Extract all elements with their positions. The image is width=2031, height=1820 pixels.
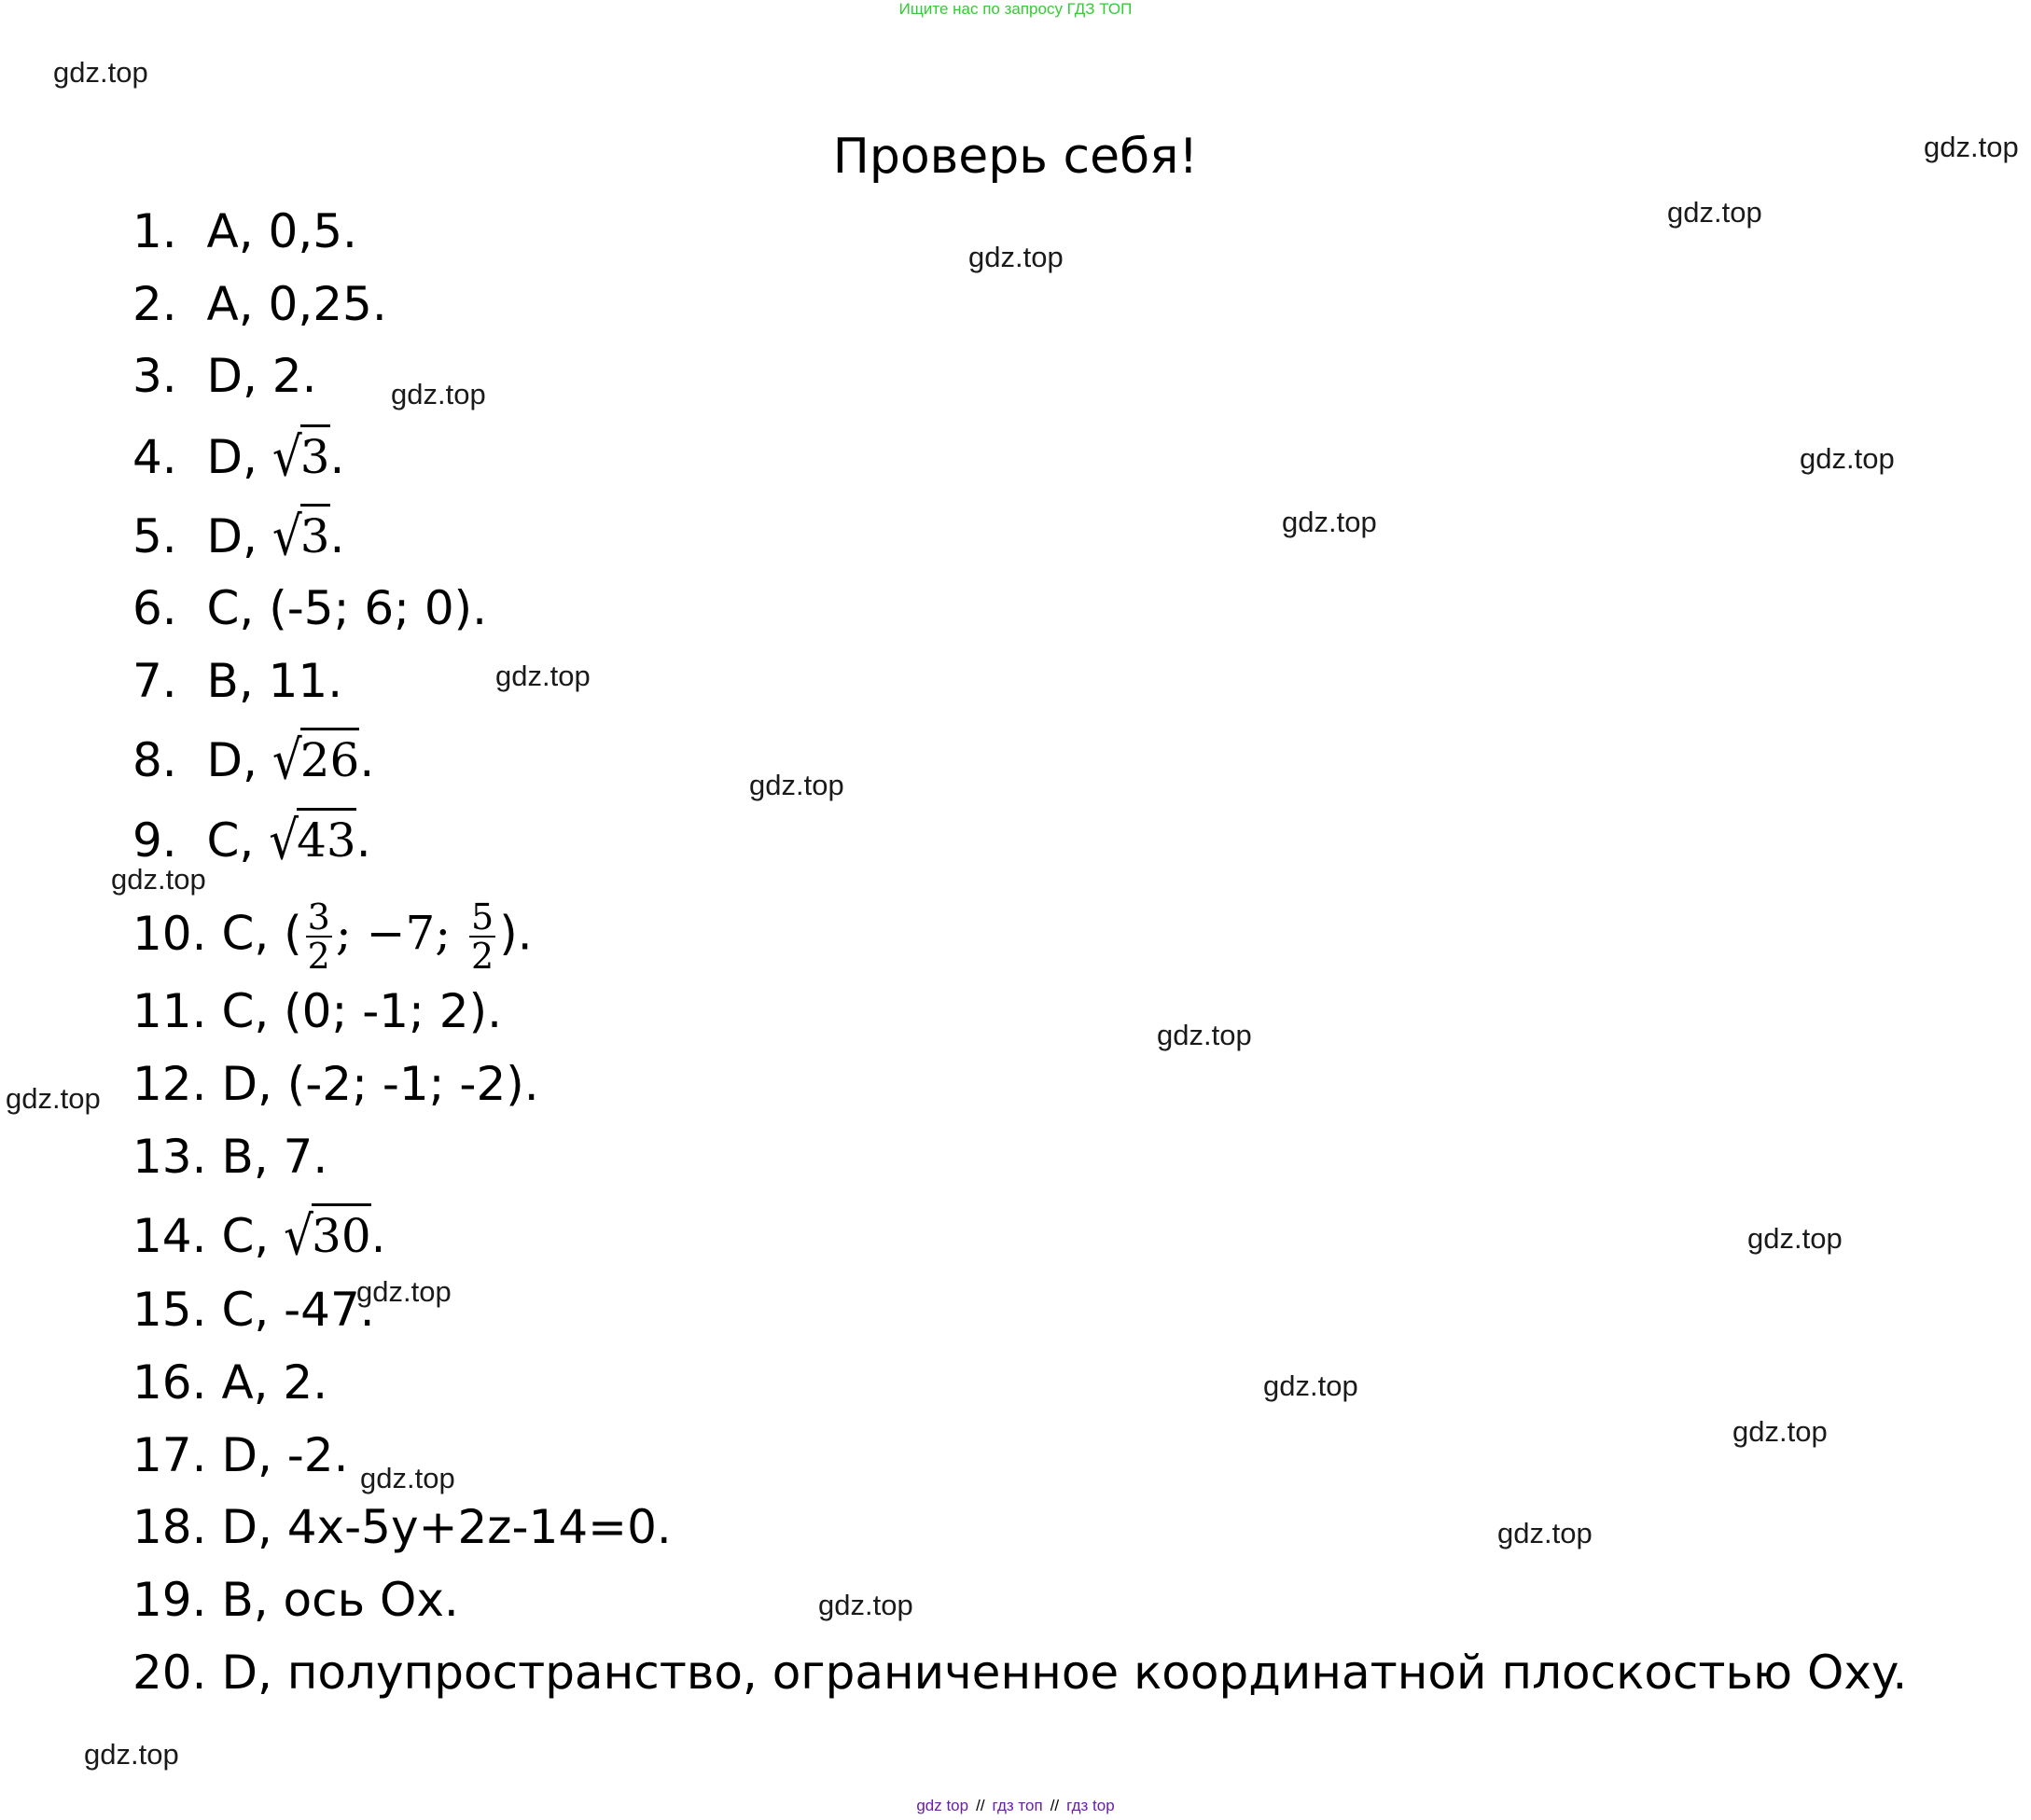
radicand: 3 [300, 424, 330, 485]
answer-text: A, 2. [221, 1355, 328, 1410]
answer-number: 19. [132, 1573, 207, 1627]
answer-item-10 [132, 898, 533, 975]
answer-text: D, -2. [221, 1428, 349, 1482]
answer-item-2 [132, 276, 387, 332]
top-banner: Ищите нас по запросу ГДЗ ТОП [898, 0, 1133, 18]
answer-text: D, полупространство, ограниченное координатной плоскостью Oxy. [221, 1646, 1908, 1700]
radicand: 3 [300, 504, 330, 564]
answer-item-5 [132, 504, 345, 568]
answer-prefix: C, [206, 813, 270, 868]
answer-text: B, ось Ox. [221, 1573, 459, 1627]
watermark: gdz.top [495, 660, 591, 692]
answer-number: 4. [132, 430, 177, 484]
square-root: √30 [284, 1204, 371, 1268]
answer-number: 14. [132, 1209, 207, 1263]
watermark: gdz.top [6, 1082, 101, 1115]
answer-item-6 [132, 580, 487, 636]
answer-item-3 [132, 348, 317, 404]
watermark: gdz.top [1263, 1369, 1358, 1402]
answer-prefix: D, [206, 430, 272, 484]
answer-number: 9. [132, 813, 177, 868]
watermark: gdz.top [53, 56, 148, 89]
radicand: 43 [297, 808, 356, 868]
answer-item-11 [132, 983, 502, 1039]
answer-item-9 [132, 808, 371, 872]
answer-number: 7. [132, 654, 177, 708]
answer-suffix: . [370, 1209, 386, 1263]
answer-item-13 [132, 1129, 327, 1185]
watermark: gdz.top [1497, 1517, 1593, 1549]
denominator: 2 [307, 936, 330, 977]
answer-item-8 [132, 728, 375, 792]
answer-suffix: . [329, 509, 345, 563]
answer-text: A, 0,5. [206, 204, 357, 258]
numerator: 3 [307, 896, 330, 938]
watermark: gdz.top [1747, 1222, 1843, 1255]
bottom-banner-link[interactable]: гдз top [1066, 1797, 1115, 1814]
numerator: 5 [471, 896, 494, 938]
answer-item-20 [132, 1645, 1907, 1701]
watermark: gdz.top [1800, 442, 1895, 475]
answer-item-19 [132, 1572, 459, 1628]
answer-number: 12. [132, 1057, 207, 1111]
watermark: gdz.top [1282, 506, 1377, 538]
answer-number: 3. [132, 349, 177, 403]
answer-item-15 [132, 1282, 375, 1338]
answer-suffix: . [355, 813, 371, 868]
square-root: √3 [271, 505, 330, 568]
square-root: √3 [271, 425, 330, 489]
answer-number: 13. [132, 1130, 207, 1184]
answer-number: 6. [132, 581, 177, 635]
watermark: gdz.top [360, 1462, 455, 1494]
square-root: √26 [271, 729, 360, 792]
watermark: gdz.top [356, 1275, 452, 1308]
answer-number: 16. [132, 1355, 207, 1410]
answer-number: 2. [132, 277, 177, 331]
watermark: gdz.top [391, 378, 486, 410]
answer-item-14 [132, 1203, 386, 1268]
radicand: 30 [312, 1203, 371, 1264]
watermark: gdz.top [1157, 1019, 1252, 1051]
answer-middle: ; −7; [335, 906, 452, 961]
fraction [469, 898, 495, 975]
answer-number: 1. [132, 204, 177, 258]
answer-number: 11. [132, 984, 207, 1038]
watermark: gdz.top [1924, 131, 2019, 163]
answer-text: B, 11. [206, 654, 343, 708]
answer-item-12 [132, 1056, 539, 1112]
answer-prefix: D, [206, 733, 272, 787]
fraction [306, 898, 332, 975]
radicand: 26 [300, 728, 360, 788]
watermark: gdz.top [1732, 1415, 1828, 1448]
answer-suffix: . [359, 733, 375, 787]
bottom-banner [0, 1797, 2031, 1815]
watermark: gdz.top [84, 1738, 179, 1771]
answer-number: 8. [132, 733, 177, 787]
separator: // [1050, 1797, 1060, 1814]
answer-text: B, 7. [221, 1130, 328, 1184]
square-root: √43 [269, 809, 356, 872]
watermark: gdz.top [818, 1589, 913, 1621]
separator: // [976, 1797, 985, 1814]
answer-number: 5. [132, 509, 177, 563]
answer-item-16 [132, 1355, 327, 1410]
answer-item-4 [132, 424, 345, 489]
answer-text: C, -47. [221, 1283, 375, 1337]
answer-text: C, (0; -1; 2). [221, 984, 502, 1038]
page-title: Проверь себя! [832, 129, 1199, 185]
answer-item-1 [132, 203, 357, 259]
answer-number: 17. [132, 1428, 207, 1482]
answer-item-7 [132, 653, 342, 709]
answer-text: D, 2. [206, 349, 317, 403]
answer-number: 15. [132, 1283, 207, 1337]
watermark: gdz.top [749, 769, 844, 801]
answer-text: C, (-5; 6; 0). [206, 581, 488, 635]
answer-prefix: C, ( [221, 906, 302, 961]
bottom-banner-link[interactable]: гдз топ [992, 1797, 1043, 1814]
answer-number: 18. [132, 1500, 207, 1554]
answer-text: D, 4x-5y+2z-14=0. [221, 1500, 672, 1554]
answer-prefix: D, [206, 509, 272, 563]
answer-text: A, 0,25. [206, 277, 387, 331]
watermark: gdz.top [1667, 196, 1762, 229]
denominator: 2 [471, 936, 494, 977]
answer-item-18 [132, 1499, 672, 1555]
watermark: gdz.top [968, 241, 1064, 273]
answer-suffix: . [329, 430, 345, 484]
answer-suffix: ). [499, 906, 533, 961]
watermark: gdz.top [111, 863, 206, 896]
answer-item-17 [132, 1427, 348, 1483]
answer-text: D, (-2; -1; -2). [221, 1057, 539, 1111]
answer-prefix: C, [221, 1209, 285, 1263]
answer-number: 10. [132, 906, 207, 961]
bottom-banner-link[interactable]: gdz top [916, 1797, 969, 1814]
answer-number: 20. [132, 1646, 207, 1700]
